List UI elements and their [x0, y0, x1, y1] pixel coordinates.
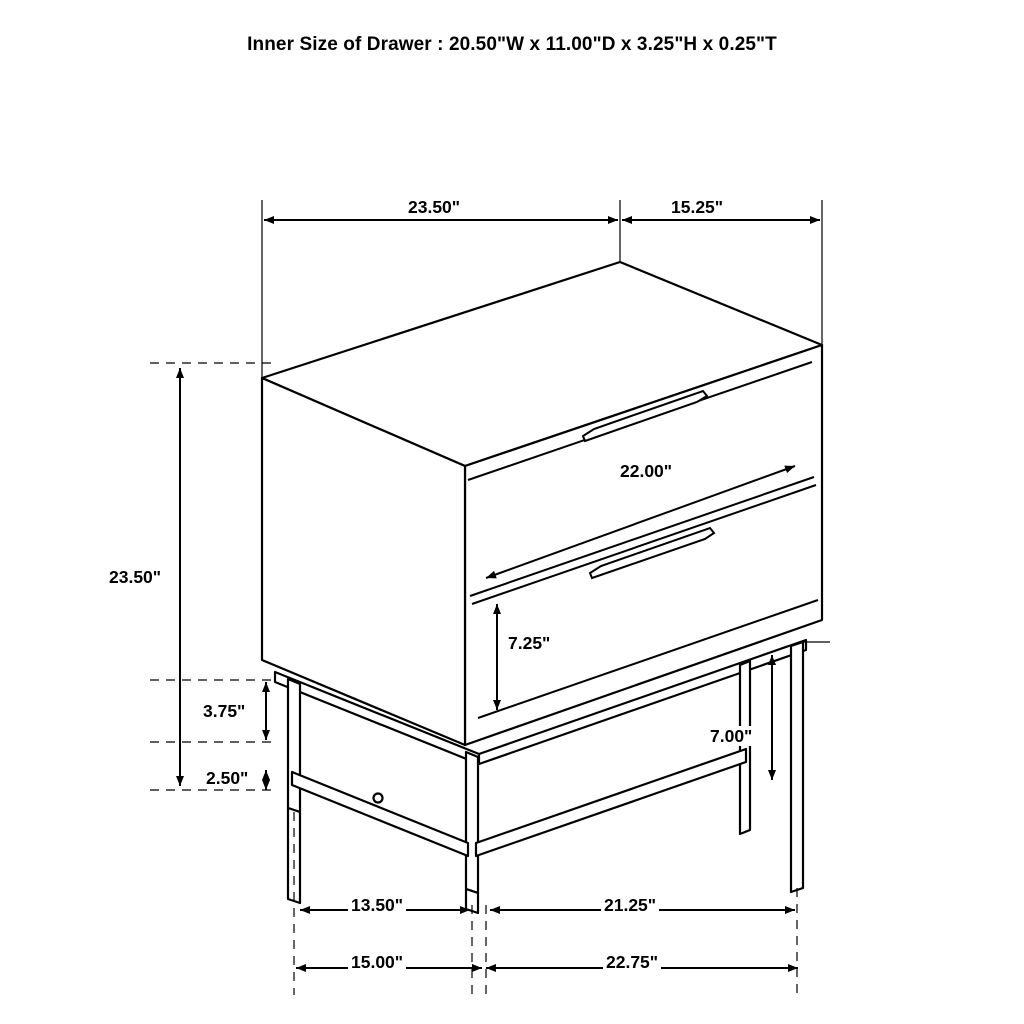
- dim-side-leg-height: 7.00": [707, 726, 755, 746]
- dim-base-rail-gap: 3.75": [200, 701, 248, 721]
- dim-drawer-front-width: 22.00": [617, 461, 675, 481]
- page-title: Inner Size of Drawer : 20.50"W x 11.00"D x 3.25"H x 0.25"T: [247, 34, 777, 55]
- dim-leg-height: 2.50": [203, 768, 251, 788]
- dim-bottom-left-outer: 15.00": [348, 952, 406, 972]
- dim-overall-height: 23.50": [106, 567, 164, 587]
- dim-bottom-right-outer: 22.75": [603, 952, 661, 972]
- dim-drawer-height: 7.25": [505, 633, 553, 653]
- dim-bottom-right-inner: 21.25": [601, 895, 659, 915]
- dim-top-left-width: 23.50": [405, 197, 463, 217]
- dim-top-right-width: 15.25": [668, 197, 726, 217]
- dim-bottom-left-inner: 13.50": [348, 895, 406, 915]
